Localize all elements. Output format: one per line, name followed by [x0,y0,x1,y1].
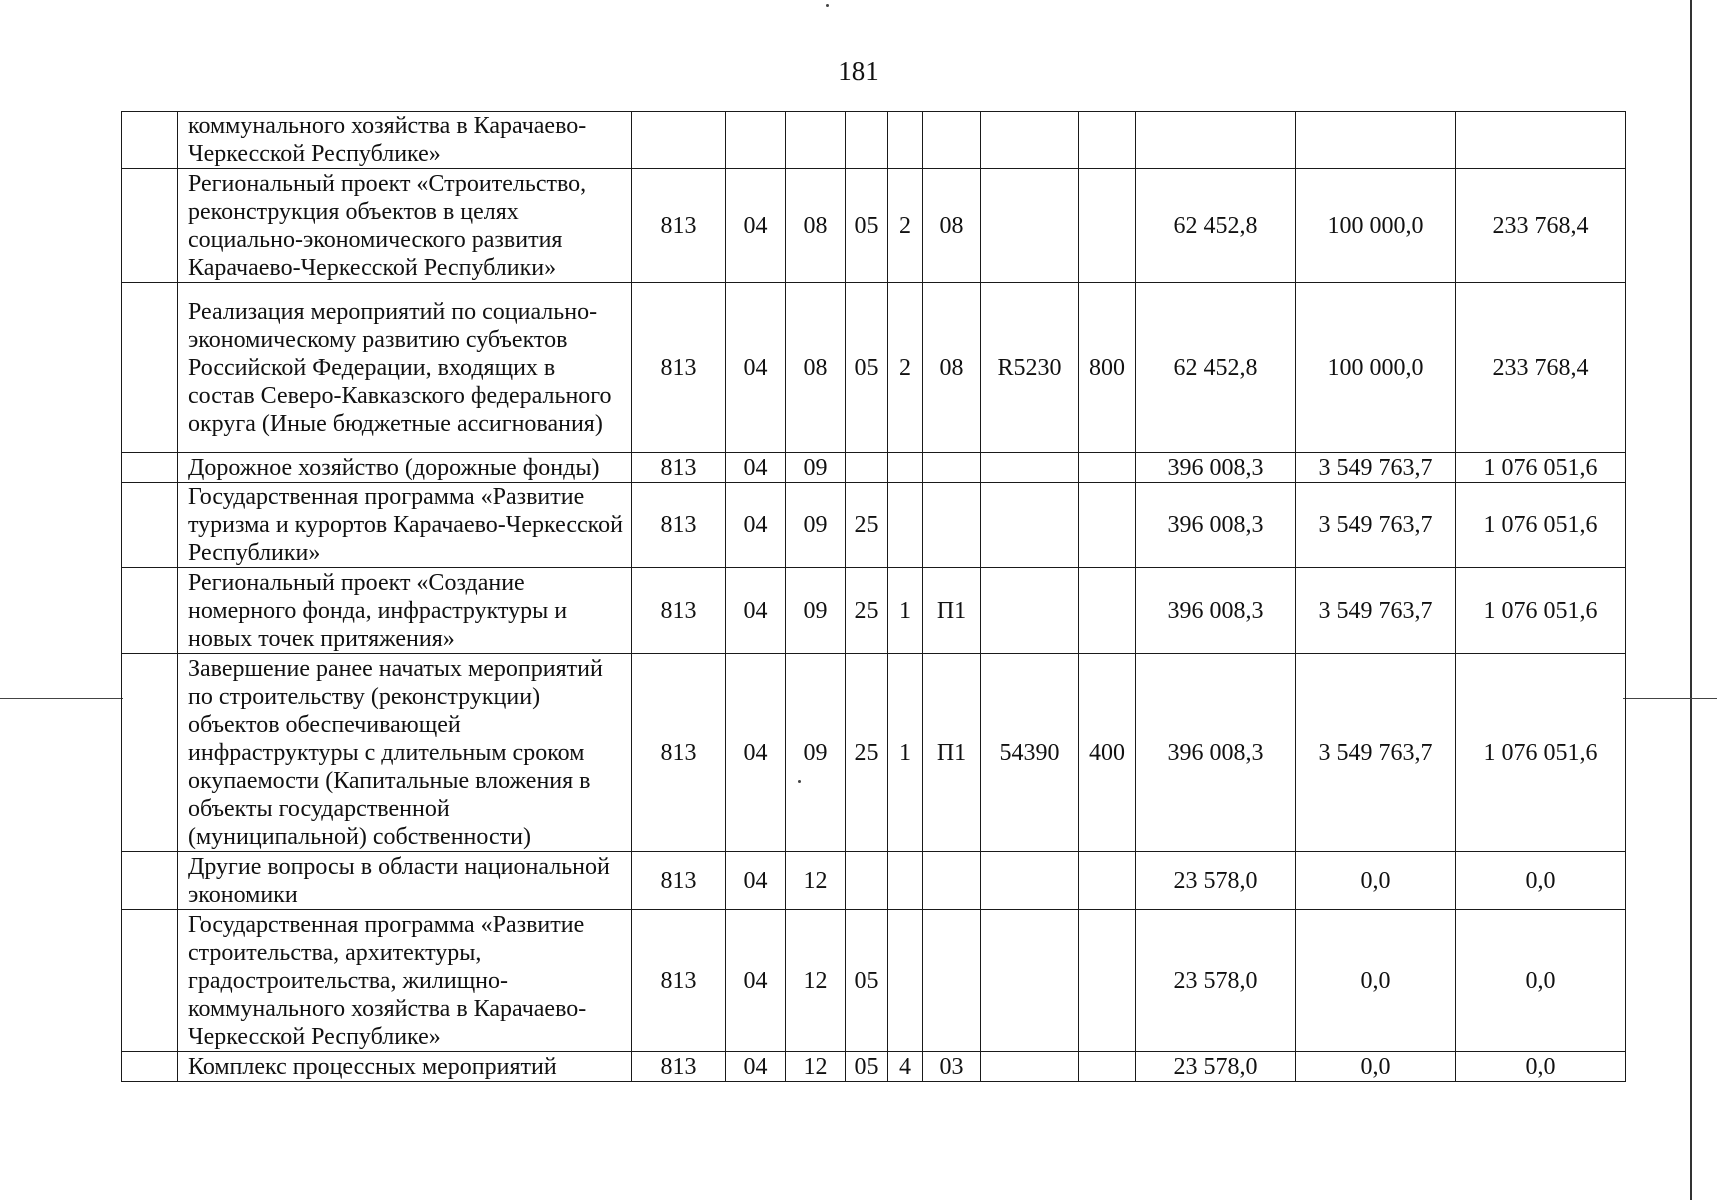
target-code-cell [981,453,1079,483]
subprogram-cell [888,910,923,1052]
subsection-cell: 08 [786,169,846,283]
section-cell: 04 [726,910,786,1052]
amount-year1-cell [1136,112,1296,169]
amount-year2-cell: 3 549 763,7 [1296,483,1456,568]
row-name: Завершение ранее начатых мероприятий по строительству (реконструкции) объектов обеспечивающей инфраструктуры с длительным сроком окупаемости (Капитальные вложения в объекты государственной (муниципальной) собственности) [178,654,632,852]
amount-year3-cell: 0,0 [1456,1052,1626,1082]
expense-type-cell [1079,169,1136,283]
expense-type-cell [1079,483,1136,568]
scan-speck [826,4,829,7]
amount-year3-cell: 233 768,4 [1456,169,1626,283]
amount-year1-cell: 396 008,3 [1136,654,1296,852]
grbs-cell: 813 [632,852,726,910]
measure-cell [923,852,981,910]
grbs-cell: 813 [632,283,726,453]
program-cell: 25 [846,654,888,852]
table-row [122,112,1626,169]
measure-cell: П1 [923,654,981,852]
target-code-cell [981,568,1079,654]
subprogram-cell: 1 [888,654,923,852]
grbs-cell: 813 [632,1052,726,1082]
row-number-cell [122,910,178,1052]
table-row [122,283,1626,453]
target-code-cell [981,852,1079,910]
subsection-cell: 09 [786,453,846,483]
expense-type-cell: 800 [1079,283,1136,453]
subsection-cell: 12 [786,1052,846,1082]
row-number-cell [122,568,178,654]
amount-year1-cell: 23 578,0 [1136,852,1296,910]
measure-cell [923,453,981,483]
grbs-cell: 813 [632,169,726,283]
row-name: Комплекс процессных мероприятий [178,1052,632,1082]
amount-year1-cell: 23 578,0 [1136,1052,1296,1082]
expense-type-cell [1079,112,1136,169]
measure-cell [923,483,981,568]
row-number-cell [122,453,178,483]
row-number-cell [122,1052,178,1082]
amount-year2-cell: 0,0 [1296,910,1456,1052]
measure-cell: П1 [923,568,981,654]
measure-cell: 08 [923,169,981,283]
table-row [122,654,1626,852]
fold-mark-right [1623,698,1717,699]
subsection-cell: 08 [786,283,846,453]
amount-year2-cell: 100 000,0 [1296,169,1456,283]
section-cell: 04 [726,283,786,453]
table-row [122,1052,1626,1082]
amount-year2-cell: 100 000,0 [1296,283,1456,453]
subprogram-cell: 4 [888,1052,923,1082]
grbs-cell [632,112,726,169]
expense-type-cell: 400 [1079,654,1136,852]
subprogram-cell [888,112,923,169]
subsection-cell: 09 [786,654,846,852]
target-code-cell [981,169,1079,283]
row-number-cell [122,283,178,453]
section-cell [726,112,786,169]
program-cell: 05 [846,169,888,283]
subsection-cell: 12 [786,910,846,1052]
program-cell [846,453,888,483]
amount-year3-cell: 1 076 051,6 [1456,654,1626,852]
amount-year2-cell: 3 549 763,7 [1296,654,1456,852]
subprogram-cell: 1 [888,568,923,654]
program-cell: 25 [846,568,888,654]
target-code-cell [981,483,1079,568]
row-name: Региональный проект «Строительство, реконструкция объектов в целях социально-экономического развития Карачаево-Черкесской Республики» [178,169,632,283]
amount-year3-cell: 233 768,4 [1456,283,1626,453]
page-number: 181 [838,56,879,86]
amount-year1-cell: 62 452,8 [1136,283,1296,453]
amount-year2-cell: 0,0 [1296,852,1456,910]
target-code-cell [981,112,1079,169]
amount-year2-cell: 3 549 763,7 [1296,568,1456,654]
amount-year1-cell: 23 578,0 [1136,910,1296,1052]
section-cell: 04 [726,654,786,852]
budget-table [121,111,1626,1082]
target-code-cell [981,1052,1079,1082]
subsection-cell: 12 [786,852,846,910]
row-name: Другие вопросы в области национальной экономики [178,852,632,910]
section-cell: 04 [726,1052,786,1082]
measure-cell [923,910,981,1052]
fold-mark-left [0,698,123,699]
amount-year1-cell: 396 008,3 [1136,453,1296,483]
expense-type-cell [1079,1052,1136,1082]
table-row [122,169,1626,283]
section-cell: 04 [726,453,786,483]
section-cell: 04 [726,568,786,654]
row-name: Дорожное хозяйство (дорожные фонды) [178,453,632,483]
grbs-cell: 813 [632,568,726,654]
table-row [122,568,1626,654]
subprogram-cell [888,453,923,483]
amount-year2-cell: 3 549 763,7 [1296,453,1456,483]
grbs-cell: 813 [632,654,726,852]
subsection-cell: 09 [786,483,846,568]
program-cell: 05 [846,283,888,453]
measure-cell: 08 [923,283,981,453]
table-row [122,483,1626,568]
target-code-cell: R5230 [981,283,1079,453]
subprogram-cell: 2 [888,283,923,453]
row-name: Реализация мероприятий по социально-экономическому развитию субъектов Российской Федерации, входящих в состав Северо-Кавказского федерального округа (Иные бюджетные ассигнования) [178,283,632,453]
expense-type-cell [1079,568,1136,654]
row-number-cell [122,112,178,169]
grbs-cell: 813 [632,453,726,483]
row-number-cell [122,483,178,568]
program-cell: 25 [846,483,888,568]
amount-year3-cell [1456,112,1626,169]
measure-cell [923,112,981,169]
expense-type-cell [1079,453,1136,483]
program-cell [846,112,888,169]
amount-year2-cell [1296,112,1456,169]
expense-type-cell [1079,910,1136,1052]
table-row [122,910,1626,1052]
subsection-cell [786,112,846,169]
scan-edge-line [1690,0,1692,1200]
table-row [122,852,1626,910]
program-cell: 05 [846,1052,888,1082]
amount-year3-cell: 1 076 051,6 [1456,568,1626,654]
grbs-cell: 813 [632,910,726,1052]
amount-year1-cell: 396 008,3 [1136,483,1296,568]
section-cell: 04 [726,852,786,910]
program-cell [846,852,888,910]
section-cell: 04 [726,169,786,283]
amount-year3-cell: 0,0 [1456,910,1626,1052]
table-row [122,453,1626,483]
row-name: Региональный проект «Создание номерного фонда, инфраструктуры и новых точек притяжения» [178,568,632,654]
row-number-cell [122,852,178,910]
expense-type-cell [1079,852,1136,910]
amount-year1-cell: 396 008,3 [1136,568,1296,654]
amount-year3-cell: 1 076 051,6 [1456,453,1626,483]
target-code-cell [981,910,1079,1052]
amount-year3-cell: 1 076 051,6 [1456,483,1626,568]
subprogram-cell [888,483,923,568]
subprogram-cell: 2 [888,169,923,283]
program-cell: 05 [846,910,888,1052]
amount-year3-cell: 0,0 [1456,852,1626,910]
row-number-cell [122,169,178,283]
amount-year1-cell: 62 452,8 [1136,169,1296,283]
amount-year2-cell: 0,0 [1296,1052,1456,1082]
row-name: Государственная программа «Развитие туризма и курортов Карачаево-Черкесской Республики» [178,483,632,568]
section-cell: 04 [726,483,786,568]
row-name: Государственная программа «Развитие строительства, архитектуры, градостроительства, жилищно-коммунального хозяйства в Карачаево-Черкесской Республике» [178,910,632,1052]
subsection-cell: 09 [786,568,846,654]
target-code-cell: 54390 [981,654,1079,852]
grbs-cell: 813 [632,483,726,568]
measure-cell: 03 [923,1052,981,1082]
row-name: коммунального хозяйства в Карачаево-Черкесской Республике» [178,112,632,169]
subprogram-cell [888,852,923,910]
row-number-cell [122,654,178,852]
